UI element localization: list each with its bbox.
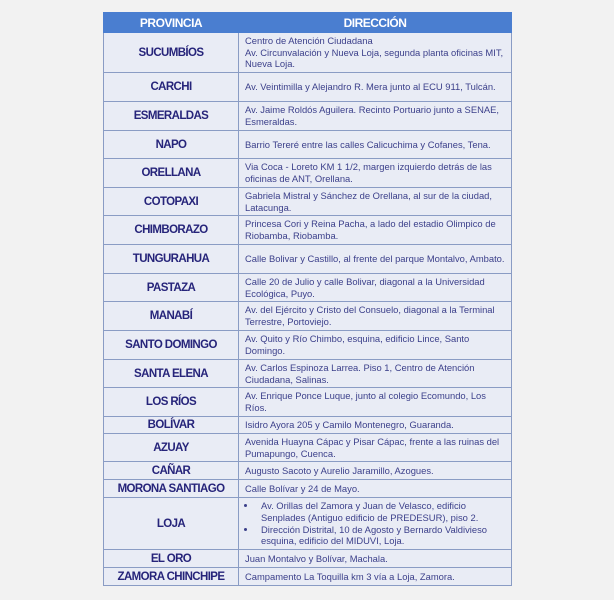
address-cell: Gabriela Mistral y Sánchez de Orellana, al sur de la ciudad, Latacunga. bbox=[239, 188, 512, 216]
table-row bbox=[104, 331, 512, 360]
address-cell: Princesa Cori y Reina Pacha, a lado del estadio Olimpico de Riobamba, Riobamba. bbox=[239, 216, 512, 245]
address-line: Av. Circunvalación y Nueva Loja, segunda planta oficinas MIT, Nueva Loja. bbox=[245, 46, 504, 70]
header-direccion: DIRECCIÓN bbox=[239, 13, 512, 33]
address-cell: Campamento La Toquilla km 3 vía a Loja, Zamora. bbox=[239, 568, 512, 586]
table-row bbox=[104, 216, 512, 245]
address-cell: Calle Bolivar y Castillo, al frente del parque Montalvo, Ambato. bbox=[239, 245, 512, 274]
table-row bbox=[104, 102, 512, 131]
province-name: LOS RÍOS bbox=[104, 388, 239, 417]
address-cell: Av. Enrique Ponce Luque, junto al colegio Ecomundo, Los Ríos. bbox=[239, 388, 512, 417]
table-row bbox=[104, 550, 512, 568]
table-row bbox=[104, 388, 512, 417]
address-bullet: • Dirección Distrital, 10 de Agosto y Bernardo Valdivieso esquina, edificio del MIDUVI, Loja. bbox=[257, 524, 507, 547]
table-row bbox=[104, 73, 512, 102]
offices-table bbox=[103, 12, 512, 586]
province-name: ORELLANA bbox=[104, 159, 239, 188]
table-row bbox=[104, 302, 512, 331]
address-cell: Av. Jaime Roldós Aguilera. Recinto Portuario junto a SENAE, Esmeraldas. bbox=[239, 102, 512, 131]
address-cell: Via Coca - Loreto KM 1 1/2, margen izquierdo detrás de las oficinas de ANT, Orellana. bbox=[239, 159, 512, 188]
province-name: SANTO DOMINGO bbox=[104, 331, 239, 360]
province-name: PASTAZA bbox=[104, 274, 239, 302]
province-name: NAPO bbox=[104, 131, 239, 159]
province-name: COTOPAXI bbox=[104, 188, 239, 216]
table-row bbox=[104, 417, 512, 434]
table-row bbox=[104, 480, 512, 498]
table-row bbox=[104, 131, 512, 159]
table-row bbox=[104, 462, 512, 480]
address-bullet-list bbox=[245, 500, 507, 546]
table-row bbox=[104, 498, 512, 550]
address-cell bbox=[239, 498, 512, 550]
table-header-row bbox=[104, 13, 512, 33]
address-cell: Juan Montalvo y Bolívar, Machala. bbox=[239, 550, 512, 568]
table-row bbox=[104, 245, 512, 274]
province-name: MANABÍ bbox=[104, 302, 239, 331]
table-row bbox=[104, 188, 512, 216]
province-name: LOJA bbox=[104, 498, 239, 550]
address-bullet: • Av. Orillas del Zamora y Juan de Velasco, edificio Senplades (Antiguo edificio de PREDESUR), piso 2. bbox=[257, 500, 507, 523]
province-name: AZUAY bbox=[104, 434, 239, 462]
address-cell: Av. del Ejército y Cristo del Consuelo, diagonal a la Terminal Terrestre, Portoviejo. bbox=[239, 302, 512, 331]
address-line: Centro de Atención Ciudadana bbox=[245, 35, 373, 47]
address-cell: Calle Bolívar y 24 de Mayo. bbox=[239, 480, 512, 498]
province-name: SANTA ELENA bbox=[104, 360, 239, 388]
province-name: BOLÍVAR bbox=[104, 417, 239, 434]
province-name: EL ORO bbox=[104, 550, 239, 568]
address-cell: Calle 20 de Julio y calle Bolivar, diagonal a la Universidad Ecológica, Puyo. bbox=[239, 274, 512, 302]
province-name: CARCHI bbox=[104, 73, 239, 102]
province-name: SUCUMBÍOS bbox=[104, 33, 239, 73]
table-row bbox=[104, 159, 512, 188]
address-cell: Av. Carlos Espinoza Larrea. Piso 1, Centro de Atención Ciudadana, Salinas. bbox=[239, 360, 512, 388]
province-name: TUNGURAHUA bbox=[104, 245, 239, 274]
address-cell: Av. Veintimilla y Alejandro R. Mera junto al ECU 911, Tulcán. bbox=[239, 73, 512, 102]
address-cell: Av. Quito y Río Chimbo, esquina, edificio Lince, Santo Domingo. bbox=[239, 331, 512, 360]
address-cell: Isidro Ayora 205 y Camilo Montenegro, Guaranda. bbox=[239, 417, 512, 434]
province-name: ZAMORA CHINCHIPE bbox=[104, 568, 239, 586]
address-cell: Barrio Tereré entre las calles Calicuchima y Cofanes, Tena. bbox=[239, 131, 512, 159]
table-row bbox=[104, 434, 512, 462]
table-row bbox=[104, 274, 512, 302]
province-name: MORONA SANTIAGO bbox=[104, 480, 239, 498]
table-row bbox=[104, 33, 512, 73]
address-cell: Augusto Sacoto y Aurelio Jaramillo, Azogues. bbox=[239, 462, 512, 480]
table-row bbox=[104, 568, 512, 586]
address-cell: Avenida Huayna Cápac y Pisar Cápac, frente a las ruinas del Pumapungo, Cuenca. bbox=[239, 434, 512, 462]
address-cell bbox=[239, 33, 512, 73]
table-row bbox=[104, 360, 512, 388]
province-name: CHIMBORAZO bbox=[104, 216, 239, 245]
province-name: ESMERALDAS bbox=[104, 102, 239, 131]
header-provincia: PROVINCIA bbox=[104, 13, 239, 33]
province-name: CAÑAR bbox=[104, 462, 239, 480]
